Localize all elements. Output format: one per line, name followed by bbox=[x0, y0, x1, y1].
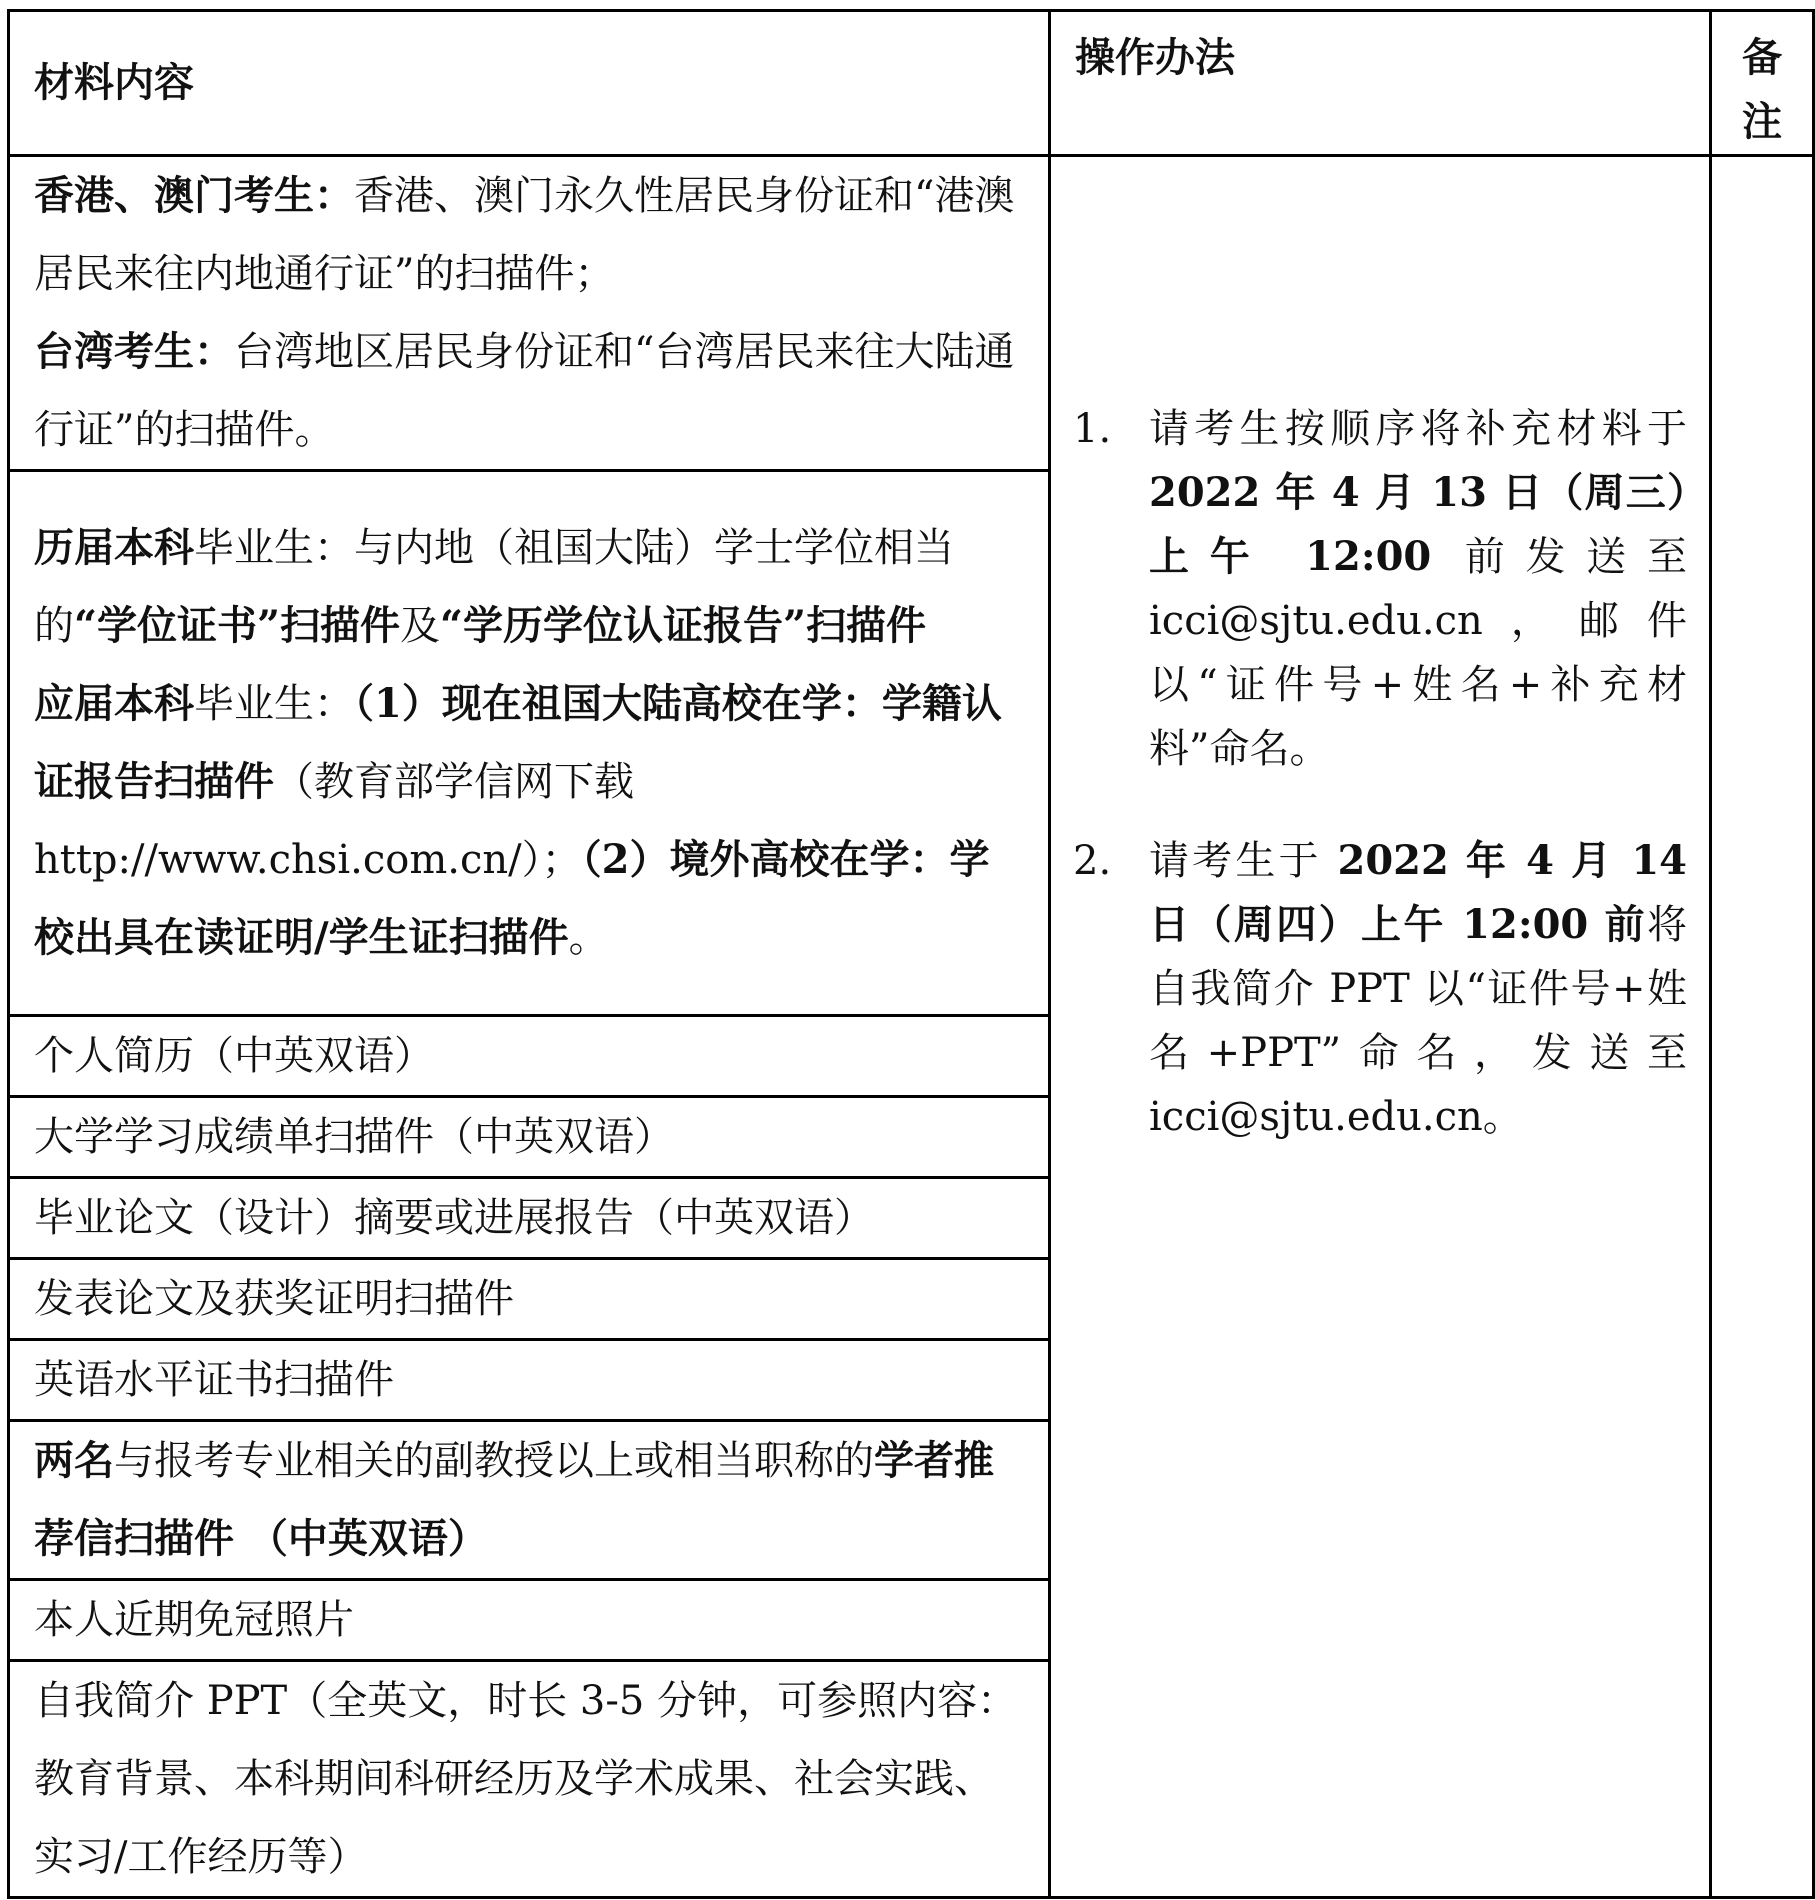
material-english-certificate: 英语水平证书扫描件 bbox=[9, 1340, 1050, 1421]
header-remarks bbox=[1711, 11, 1814, 156]
hk-macau-text: 香港、澳门永久性居民身份证和“港澳居民来往内地通行证”的扫描件； bbox=[34, 173, 1015, 297]
step-1-text-c: 前发送至 icci@sjtu.edu.cn，邮件以“证件号+姓名+补充材料”命名。 bbox=[1149, 534, 1687, 772]
recommendation-letters: 学者推荐信扫描件 （中英双语） bbox=[34, 1437, 994, 1562]
past-graduates-label: 历届本科 bbox=[34, 524, 194, 571]
current-graduates-text: 毕业生： bbox=[194, 681, 354, 727]
mainland-student-requirement: （1）现在祖国大陆高校在学：学籍认证报告扫描件 bbox=[34, 680, 1002, 805]
material-degree-documents bbox=[9, 471, 1050, 1016]
operation-cell bbox=[1050, 156, 1711, 1898]
header-row bbox=[9, 11, 1814, 156]
material-id-documents bbox=[9, 156, 1050, 471]
material-recommendation-letters bbox=[9, 1421, 1050, 1580]
material-thesis-abstract: 毕业论文（设计）摘要或进展报告（中英双语） bbox=[9, 1178, 1050, 1259]
step-1-number: 1. bbox=[1073, 406, 1112, 452]
materials-table bbox=[7, 9, 1815, 1899]
hk-macau-label: 香港、澳门考生： bbox=[34, 172, 354, 219]
recommender-requirement: 与报考专业相关的副教授以上或相当职称的 bbox=[114, 1438, 874, 1484]
past-graduates-text: 毕业生：与内地（祖国大陆）学士学位相当的 bbox=[34, 525, 954, 649]
step-2-text-a: 请考生于 bbox=[1149, 838, 1322, 884]
period: 。 bbox=[568, 915, 609, 961]
operation-step-2 bbox=[1073, 829, 1687, 1149]
material-photo: 本人近期免冠照片 bbox=[9, 1580, 1050, 1661]
conjunction-and: 及 bbox=[400, 603, 441, 649]
header-materials: 材料内容 bbox=[9, 11, 1050, 156]
step-1-text-a: 请考生按顺序将补充材料于 bbox=[1149, 406, 1687, 452]
step-2-number: 2. bbox=[1073, 838, 1112, 884]
header-remarks-1: 备 bbox=[1742, 34, 1782, 81]
operation-step-1 bbox=[1073, 397, 1687, 781]
degree-certificate: “学位证书”扫描件 bbox=[74, 602, 401, 649]
taiwan-label: 台湾考生： bbox=[34, 328, 234, 375]
step-2-deadline: 2022 年 4 月 14 日（周四）上午 12:00 前 bbox=[1149, 837, 1687, 948]
chsi-download-note: （教育部学信网下载 http://www.chsi.com.cn/）； bbox=[34, 759, 634, 883]
current-graduates-label: 应届本科 bbox=[34, 680, 194, 727]
table-row bbox=[9, 156, 1814, 471]
degree-verification-report: “学历学位认证报告”扫描件 bbox=[440, 602, 927, 649]
header-operation: 操作办法 bbox=[1050, 11, 1711, 156]
step-2-text-c: 将自我简介 PPT 以“证件号+姓名+PPT”命名，发送至 icci@sjtu.edu.cn。 bbox=[1149, 902, 1687, 1140]
step-1-deadline: 2022 年 4 月 13 日（周三）上午 12:00 bbox=[1149, 469, 1687, 580]
material-self-intro-ppt: 自我简介 PPT（全英文，时长 3-5 分钟，可参照内容：教育背景、本科期间科研经历及学术成果、社会实践、实习/工作经历等） bbox=[9, 1661, 1050, 1898]
step-1-text bbox=[1149, 397, 1687, 781]
overseas-student-requirement: （2）境外高校在学：学校出具在读证明/学生证扫描件 bbox=[34, 836, 990, 961]
material-transcript: 大学学习成绩单扫描件（中英双语） bbox=[9, 1097, 1050, 1178]
remarks-cell bbox=[1711, 156, 1814, 1898]
two-label: 两名 bbox=[34, 1437, 114, 1484]
material-resume: 个人简历（中英双语） bbox=[9, 1016, 1050, 1097]
taiwan-text: 台湾地区居民身份证和“台湾居民来往大陆通行证”的扫描件。 bbox=[34, 329, 1015, 453]
header-remarks-2: 注 bbox=[1742, 98, 1782, 145]
step-2-text bbox=[1149, 829, 1687, 1149]
material-publications-awards: 发表论文及获奖证明扫描件 bbox=[9, 1259, 1050, 1340]
